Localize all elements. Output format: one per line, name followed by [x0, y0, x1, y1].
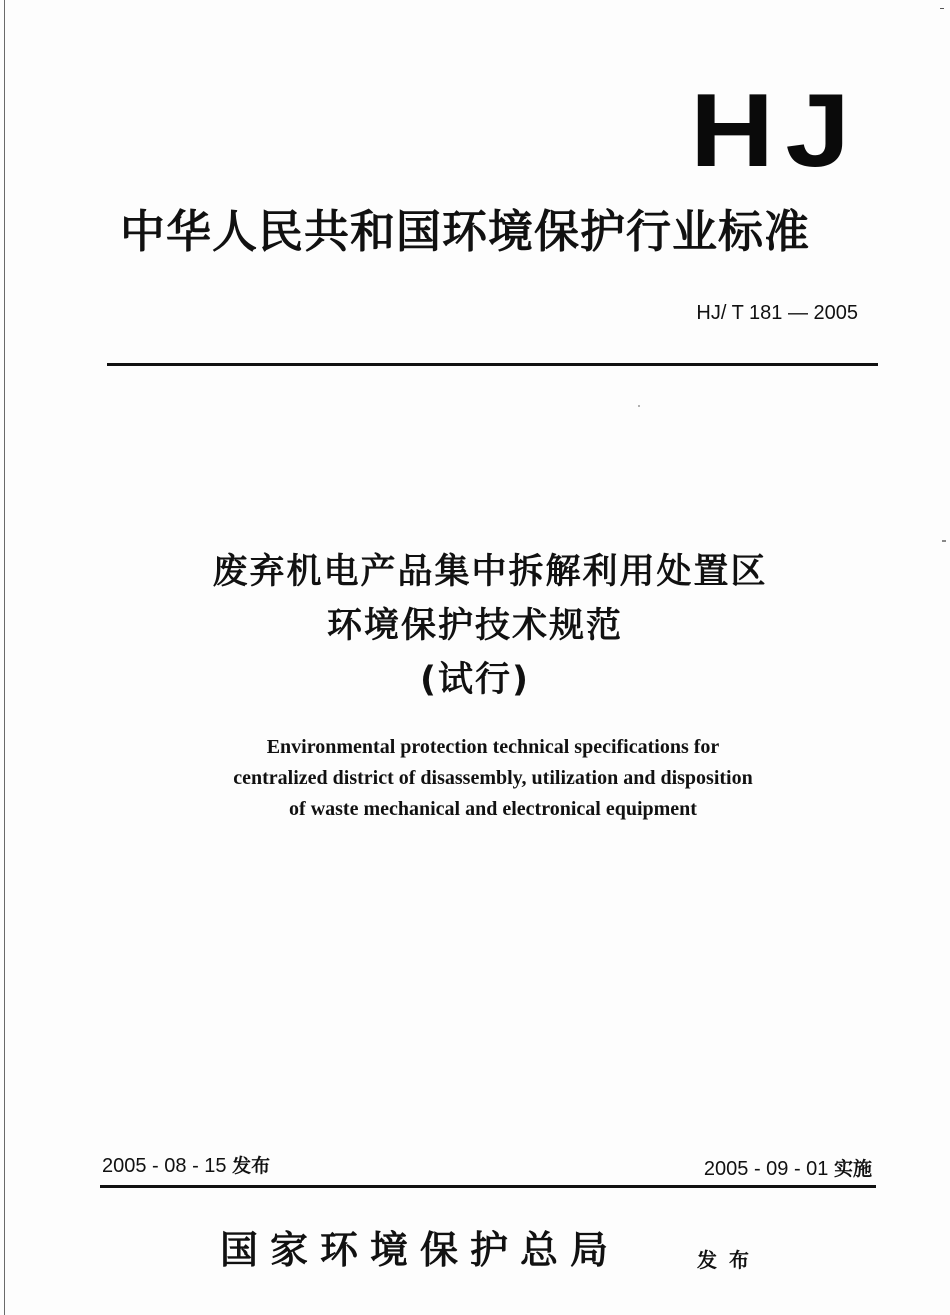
standard-number: HJ/ T 181 — 2005	[696, 302, 858, 324]
english-title-line-3: of waste mechanical and electronical equipment	[289, 798, 697, 820]
scan-right-mark	[942, 540, 946, 542]
scan-speck	[638, 405, 640, 407]
chinese-title	[0, 545, 950, 707]
scan-corner-mark	[940, 8, 944, 9]
release-date: 2005 - 08 - 15	[102, 1155, 227, 1177]
standard-category-title: 中华人民共和国环境保护行业标准	[120, 205, 811, 258]
bottom-divider	[100, 1185, 876, 1188]
effective-date: 2005 - 09 - 01	[703, 1158, 829, 1180]
english-title-line-2: centralized district of disassembly, utilization and disposition	[233, 767, 753, 789]
release-label: 发布	[232, 1155, 271, 1177]
chinese-title-line-2: 环境保护技术规范	[326, 606, 623, 646]
chinese-title-line-3: (试行)	[420, 660, 530, 700]
effective-label: 实施	[833, 1158, 872, 1180]
effective-date-block	[704, 1155, 872, 1183]
english-title	[0, 732, 950, 825]
issuing-authority: 国家环境保护总局	[220, 1227, 621, 1272]
hj-logo: HJ	[690, 73, 862, 189]
release-date-block	[102, 1152, 270, 1180]
chinese-title-line-1: 废弃机电产品集中拆解利用处置区	[212, 552, 768, 592]
issued-label: 发布	[697, 1248, 761, 1272]
english-title-line-1: Environmental protection technical specifications for	[266, 736, 720, 758]
top-divider	[107, 363, 878, 366]
